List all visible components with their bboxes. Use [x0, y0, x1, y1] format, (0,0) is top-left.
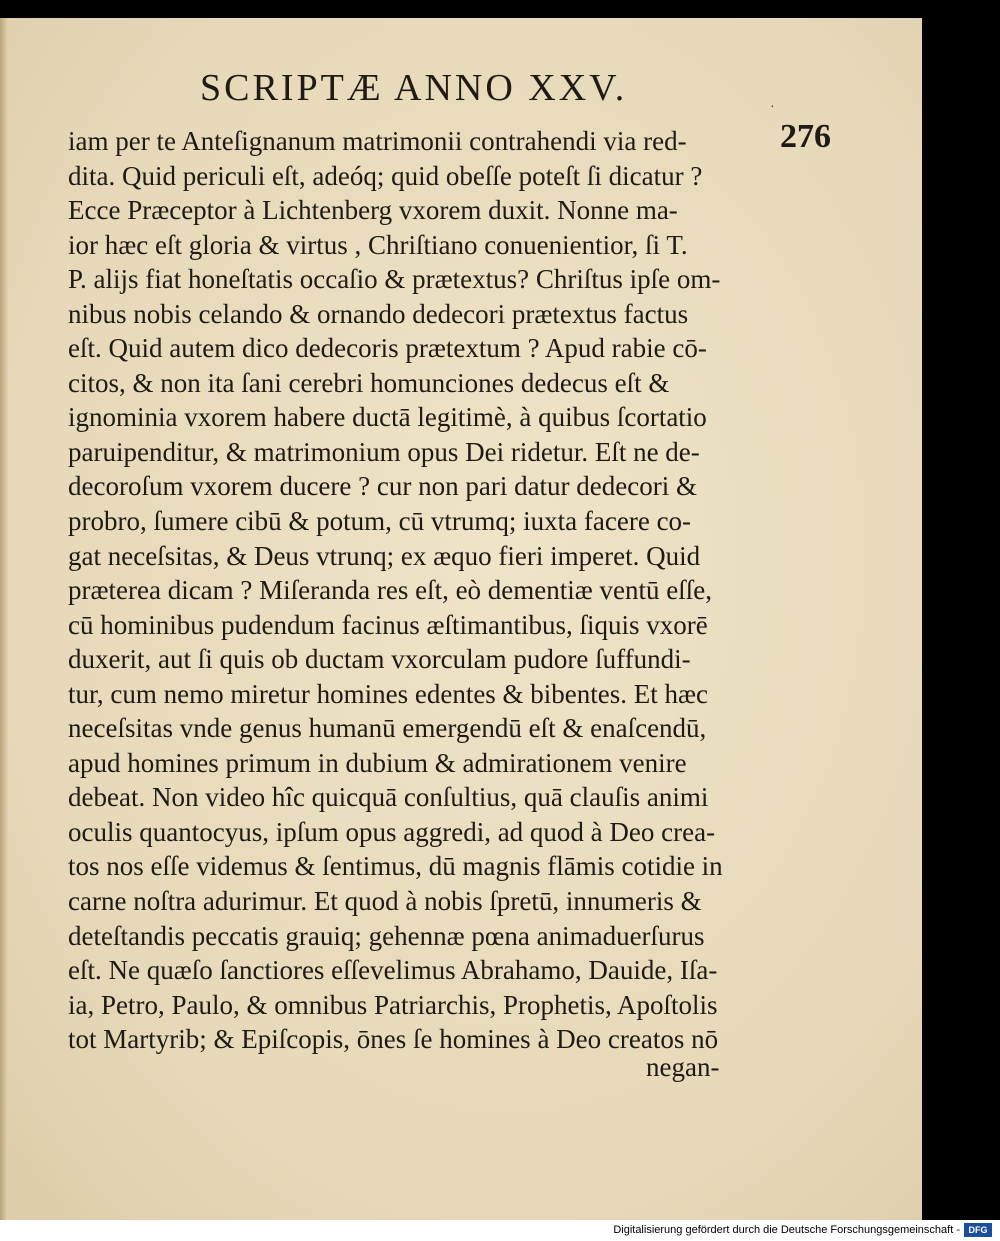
catchword: negan- — [646, 1052, 720, 1082]
body-text — [68, 124, 740, 1057]
text-line: Ecce Præceptor à Lichtenberg vxorem duxit. Nonne ma- — [68, 195, 678, 226]
text-line: deteſtandis peccatis grauiq; gehennæ pœna animaduerſurus — [68, 920, 705, 951]
text-line: ignominia vxorem habere ductā legitimè, à quibus ſcortatio — [68, 402, 707, 433]
text-line: cū hominibus pudendum facinus æſtimantibus, ſiquis vxorē — [68, 609, 708, 640]
text-line: ior hæc eſt gloria & virtus , Chriſtiano conuenientior, ſi T. — [68, 229, 688, 260]
text-line: oculis quantocyus, ipſum opus aggredi, ad quod à Deo crea- — [68, 816, 716, 847]
page-gutter-shadow — [0, 18, 8, 1220]
running-title: SCRIPTÆ ANNO XXV. — [200, 67, 628, 109]
footer-bar — [0, 1220, 1000, 1241]
text-line: tos nos eſſe videmus & ſentimus, dū magnis flāmis cotidie in — [68, 851, 723, 882]
text-line: duxerit, aut ſi quis ob ductam vxorculam pudore ſuffundi- — [68, 644, 691, 675]
text-line: neceſsitas vnde genus humanū emergendū eſt & enaſcendū, — [68, 713, 707, 744]
text-line: dita. Quid periculi eſt, adeóq; quid obeſſe poteſt ſi dicatur ? — [68, 160, 703, 191]
text-line: tot Martyrib; & Epiſcopis, ōnes ſe homines à Deo creatos nō — [68, 1024, 719, 1055]
text-line: paruipenditur, & matrimonium opus Dei ridetur. Eſt ne de- — [68, 436, 700, 467]
page-number: 276 — [780, 118, 831, 155]
text-line: gat neceſsitas, & Deus vtrunq; ex æquo fieri imperet. Quid — [68, 540, 701, 571]
text-line: decoroſum vxorem ducere ? cur non pari datur dedecori & — [68, 471, 697, 502]
text-line: P. alijs fiat honeſtatis occaſio & prætextus? Chriſtus ipſe om- — [68, 264, 721, 295]
text-line: probro, ſumere cibū & potum, cū vtrumq; iuxta facere co- — [68, 506, 692, 537]
text-line: iam per te Anteſignanum matrimonii contrahendi via red- — [68, 126, 687, 156]
text-line: nibus nobis celando & ornando dedecori prætextus factus — [68, 298, 689, 329]
dfg-logo: DFG — [964, 1223, 992, 1237]
text-line: ia, Petro, Paulo, & omnibus Patriarchis, Prophetis, Apoſtolis — [68, 989, 718, 1020]
text-line: tur, cum nemo miretur homines edentes & bibentes. Et hæc — [68, 678, 709, 709]
margin-mark: · — [770, 100, 775, 115]
text-line: carne noſtra adurimur. Et quod à nobis ſpretū, innumeris & — [68, 886, 702, 917]
text-line: debeat. Non video hîc quicquā conſultius, quā clauſis animi — [68, 782, 709, 813]
text-line: apud homines primum in dubium & admirationem venire — [68, 747, 687, 778]
funding-credit: Digitalisierung gefördert durch die Deutsche Forschungsgemeinschaft - — [613, 1224, 960, 1236]
text-line: eſt. Ne quæſo ſanctiores eſſevelimus Abrahamo, Dauide, Iſa- — [68, 955, 718, 986]
text-line: præterea dicam ? Miſeranda res eſt, eò dementiæ ventū eſſe, — [68, 575, 712, 606]
text-line: citos, & non ita ſani cerebri homunciones dedecus eſt & — [68, 367, 670, 398]
text-line: eſt. Quid autem dico dedecoris prætextum ? Apud rabie cō- — [68, 333, 707, 364]
